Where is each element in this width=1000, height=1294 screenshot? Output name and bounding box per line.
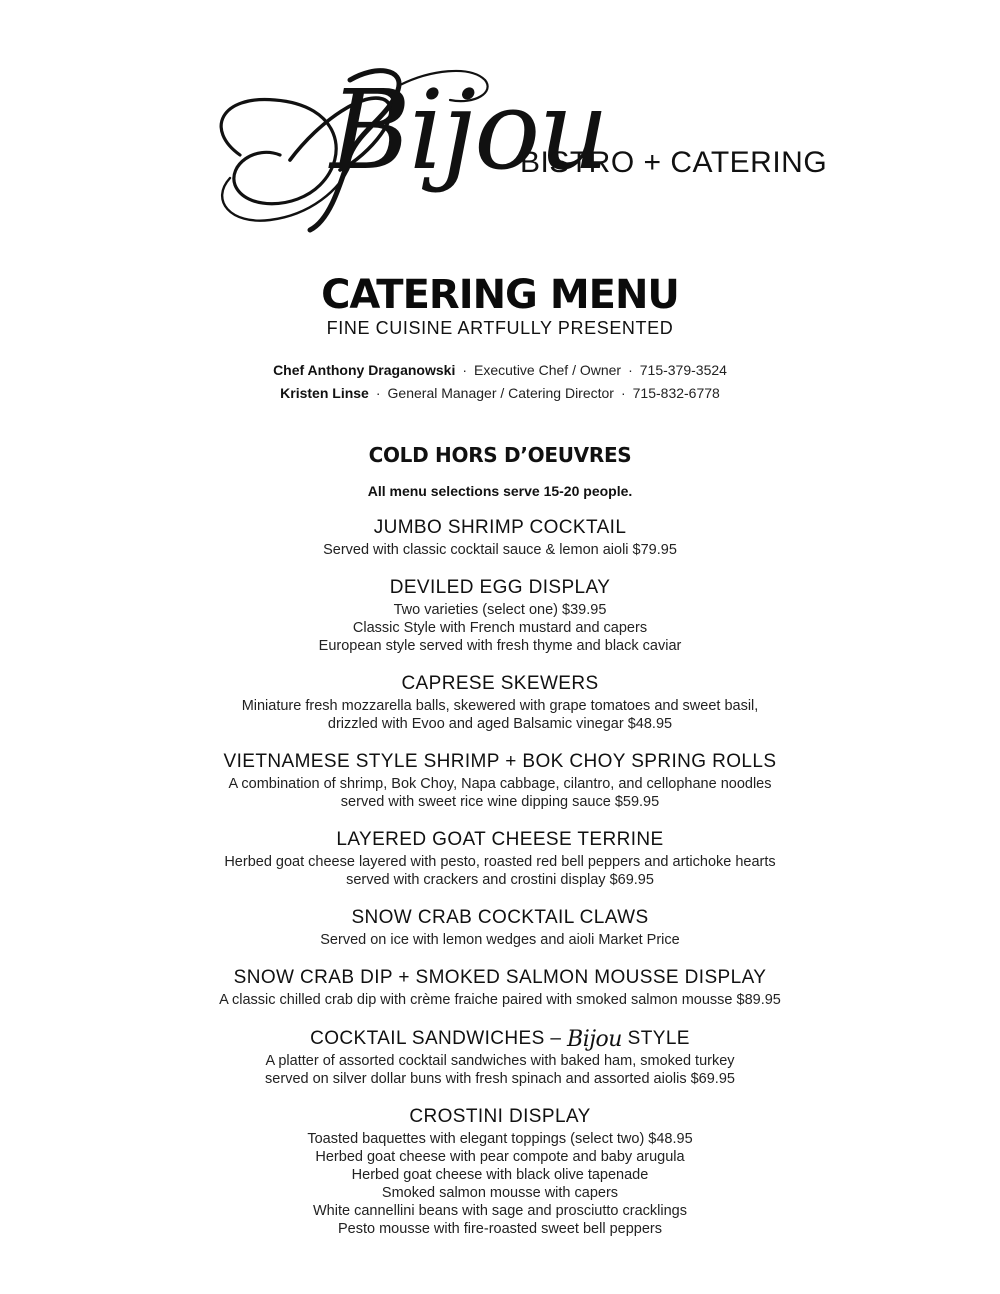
menu-item — [0, 749, 1000, 811]
menu-item-name — [0, 1025, 1000, 1052]
menu-item — [0, 965, 1000, 1009]
menu-item-name: CAPRESE SKEWERS — [401, 673, 599, 694]
menu-item-description: drizzled with Evoo and aged Balsamic vinegar $48.95 — [327, 716, 673, 732]
menu-item-name: SNOW CRAB DIP + SMOKED SALMON MOUSSE DISPLAY — [233, 967, 767, 988]
menu-item — [0, 515, 1000, 559]
menu-item — [0, 1025, 1000, 1088]
menu-item-description: Toasted baquettes with elegant toppings (select two) $48.95 — [307, 1131, 693, 1147]
contact-row — [0, 359, 1000, 382]
menu-item-name: JUMBO SHRIMP COCKTAIL — [373, 517, 627, 538]
contact-phone: 715-832-6778 — [632, 385, 720, 401]
menu-item-description: Miniature fresh mozzarella balls, skewered with grape tomatoes and sweet basil, — [241, 698, 759, 714]
menu-item-name: DEVILED EGG DISPLAY — [389, 577, 611, 598]
menu-item-name-suffix: STYLE — [621, 1028, 690, 1049]
menu-item — [0, 905, 1000, 949]
page-title: CATERING MENU — [321, 272, 679, 318]
separator-dot-icon: · — [628, 362, 633, 378]
menu-item-description: Served on ice with lemon wedges and aioli Market Price — [320, 932, 680, 948]
menu-item-name-prefix: COCKTAIL SANDWICHES – — [310, 1028, 568, 1049]
bijou-inline-logo: Bijou — [567, 1027, 622, 1052]
menu-item-description: Herbed goat cheese with black olive tapenade — [351, 1167, 649, 1183]
bijou-logo-word: Bijou — [330, 66, 608, 194]
menu-item-name: SNOW CRAB COCKTAIL CLAWS — [351, 907, 649, 928]
menu-item — [0, 671, 1000, 733]
menu-item-description: Pesto mousse with fire-roasted sweet bell peppers — [338, 1221, 662, 1237]
menu-item-description: Served with classic cocktail sauce & lemon aioli $79.95 — [323, 542, 677, 558]
menu-item-description: A combination of shrimp, Bok Choy, Napa cabbage, cilantro, and cellophane noodles — [228, 776, 772, 792]
menu-item-name: LAYERED GOAT CHEESE TERRINE — [336, 829, 664, 850]
menu-item-description: Smoked salmon mousse with capers — [381, 1185, 619, 1201]
contact-name: Kristen Linse — [280, 385, 369, 401]
menu-item-description: White cannellini beans with sage and prosciutto cracklings — [313, 1203, 687, 1219]
separator-dot-icon: · — [620, 385, 626, 401]
menu-item — [0, 827, 1000, 889]
separator-dot-icon: · — [375, 385, 381, 401]
contact-role: Executive Chef / Owner — [474, 362, 622, 378]
menu-item-description: A platter of assorted cocktail sandwiches with baked ham, smoked turkey — [265, 1053, 735, 1069]
bistro-catering-tagline: BISTRO + CATERING — [520, 146, 828, 179]
menu-item-description: A classic chilled crab dip with crème fraiche paired with smoked salmon mousse $89.95 — [219, 992, 781, 1008]
menu-item — [0, 575, 1000, 655]
menu-item-description: Herbed goat cheese with pear compote and baby arugula — [315, 1149, 685, 1165]
menu-item-description: Classic Style with French mustard and capers — [352, 620, 648, 636]
menu-item-name: CROSTINI DISPLAY — [409, 1106, 591, 1127]
menu-item-description: served with crackers and crostini display $69.95 — [346, 872, 654, 888]
page-subtitle: FINE CUISINE ARTFULLY PRESENTED — [326, 318, 674, 338]
contact-list — [0, 359, 1000, 405]
separator-dot-icon: · — [462, 362, 468, 378]
menu-item-description: Herbed goat cheese layered with pesto, roasted red bell peppers and artichoke hearts — [224, 854, 776, 870]
menu-item-description: Two varieties (select one) $39.95 — [393, 602, 607, 618]
menu-item-description: served on silver dollar buns with fresh spinach and assorted aiolis $69.95 — [265, 1071, 735, 1087]
contact-role: General Manager / Catering Director — [387, 385, 614, 401]
menu-items — [0, 515, 1000, 1254]
section-title: COLD HORS D’OEUVRES — [368, 443, 632, 467]
menu-item-description: European style served with fresh thyme and black caviar — [318, 638, 682, 654]
contact-row — [0, 382, 1000, 405]
section-note: All menu selections serve 15-20 people. — [367, 483, 633, 499]
menu-item — [0, 1104, 1000, 1238]
contact-name: Chef Anthony Draganowski — [273, 362, 456, 378]
menu-item-name: VIETNAMESE STYLE SHRIMP + BOK CHOY SPRING ROLLS — [223, 751, 777, 772]
menu-item-description: served with sweet rice wine dipping sauce $59.95 — [340, 794, 660, 810]
contact-phone: 715-379-3524 — [639, 362, 727, 378]
